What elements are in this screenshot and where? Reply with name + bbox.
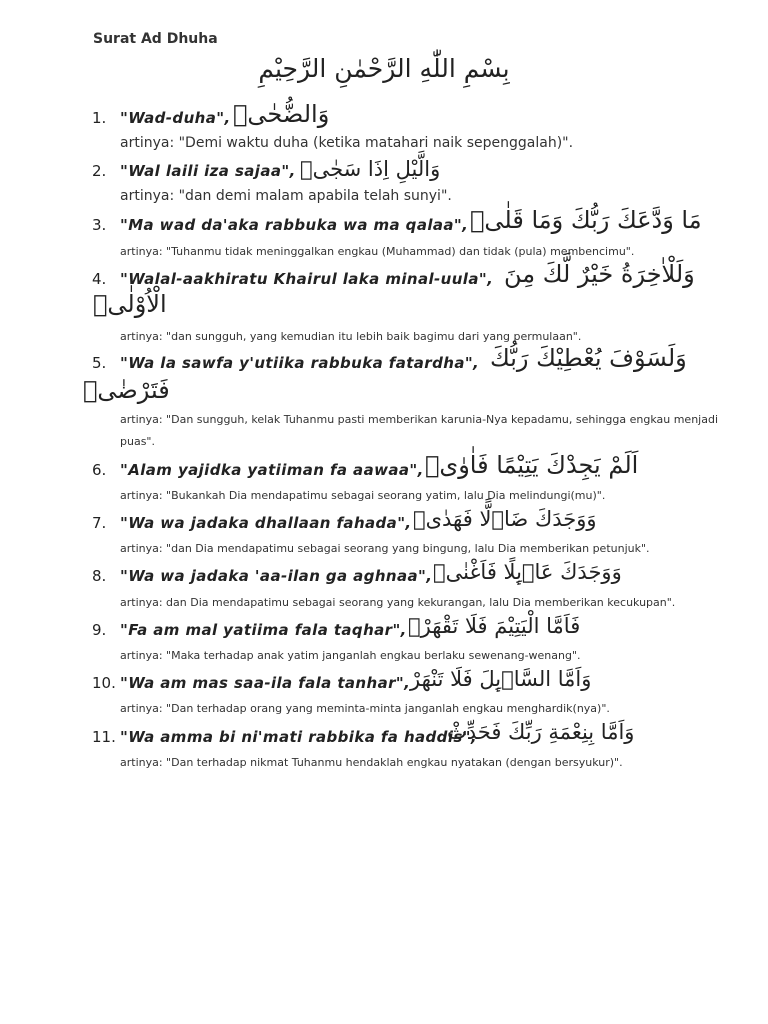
verse-latin: "Fa am mal yatiima fala taqhar", xyxy=(120,621,407,639)
verse-number: 3. xyxy=(92,216,107,234)
verse-number: 10. xyxy=(92,674,116,692)
page-title: Surat Ad Dhuha xyxy=(93,31,218,47)
verse-number: 8. xyxy=(92,567,107,585)
verse-arabic: وَالَّيْلِ اِذَا سَجٰىۙ xyxy=(300,157,441,181)
verse-arabic: وَوَجَدَكَ ضَاۤلًّا فَهَدٰىۖ xyxy=(413,507,597,531)
verse-translation: artinya: "Maka terhadap anak yatim janganlah engkau berlaku sewenang-wenang". xyxy=(120,649,581,662)
verse-number: 7. xyxy=(92,514,107,532)
verse-arabic: وَاَمَّا بِنِعْمَةِ رَبِّكَ فَحَدِّثْ xyxy=(447,720,635,744)
verse-latin: "Wa la sawfa y'utiika rabbuka fatardha", xyxy=(120,354,480,372)
verse-translation: artinya: "Tuhanmu tidak meninggalkan engkau (Muhammad) dan tidak (pula) membencimu". xyxy=(120,245,635,258)
verse-latin: "Wad-duha", xyxy=(120,109,231,127)
verse-latin: "Wa am mas saa-ila fala tanhar", xyxy=(120,674,411,692)
verse-arabic: وَالضُّحٰىۙ xyxy=(233,100,330,128)
verse-translation: artinya: "dan Dia mendapatimu sebagai seorang yang bingung, lalu Dia memberikan petunjuk". xyxy=(120,542,650,555)
verse-arabic: فَاَمَّا الْيَتِيْمَ فَلَا تَقْهَرْۗ xyxy=(408,614,581,638)
verse-arabic: وَوَجَدَكَ عَاۤىِٕلًا فَاَغْنٰىۗ xyxy=(433,560,622,584)
verse-latin: "Walal-aakhiratu Khairul laka minal-uula", xyxy=(120,270,494,288)
verse-number: 2. xyxy=(92,162,107,180)
verse-latin: "Wa wa jadaka dhallaan fahada", xyxy=(120,514,412,532)
verse-number: 4. xyxy=(92,270,107,288)
basmala-heading: بِسْمِ اللّٰهِ الرَّحْمٰنِ الرَّحِيْمِ xyxy=(258,54,510,83)
verse-arabic-continuation: الْاُوْلٰىۗ xyxy=(93,290,167,318)
verse-translation: artinya: "Demi waktu duha (ketika matahari naik sepenggalah)". xyxy=(120,135,574,151)
verse-arabic: وَلَسَوْفَ يُعْطِيْكَ رَبُّكَ xyxy=(490,344,687,372)
verse-number: 5. xyxy=(92,354,107,372)
verse-translation: artinya: "dan sungguh, yang kemudian itu lebih baik bagimu dari yang permulaan". xyxy=(120,330,582,343)
verse-translation: artinya: "Dan terhadap orang yang meminta-minta janganlah engkau menghardik(nya)". xyxy=(120,702,610,715)
verse-latin: "Wa wa jadaka 'aa-ilan ga aghnaa", xyxy=(120,567,433,585)
verse-latin: "Alam yajidka yatiiman fa aawaa", xyxy=(120,461,424,479)
verse-latin: "Ma wad da'aka rabbuka wa ma qalaa", xyxy=(120,216,469,234)
verse-arabic: اَلَمْ يَجِدْكَ يَتِيْمًا فَاٰوٰىۖ xyxy=(425,451,639,479)
verse-number: 9. xyxy=(92,621,107,639)
verse-latin: "Wal laili iza sajaa", xyxy=(120,162,296,180)
verse-translation: artinya: "Bukankah Dia mendapatimu sebagai seorang yatim, lalu Dia melindungi(mu)". xyxy=(120,489,606,502)
verse-translation: artinya: "Dan sungguh, kelak Tuhanmu pasti memberikan karunia-Nya kepadamu, sehingga engkau menjadi puas". xyxy=(120,413,718,448)
verse-latin: "Wa amma bi ni'mati rabbika fa haddis", xyxy=(120,728,477,746)
verse-arabic-continuation: فَتَرْضٰىۗ xyxy=(83,376,170,404)
verse-translation: artinya: "Dan terhadap nikmat Tuhanmu hendaklah engkau nyatakan (dengan bersyukur)". xyxy=(120,756,623,769)
verse-number: 1. xyxy=(92,109,107,127)
verse-translation: artinya: "dan demi malam apabila telah sunyi". xyxy=(120,188,452,204)
verse-arabic: وَاَمَّا السَّاۤىِٕلَ فَلَا تَنْهَرْ xyxy=(410,667,592,691)
verse-translation: artinya: dan Dia mendapatimu sebagai seorang yang kekurangan, lalu Dia memberikan kecukupan". xyxy=(120,596,676,609)
verse-arabic: وَلَلْاٰخِرَةُ خَيْرٌ لَّكَ مِنَ xyxy=(504,260,695,288)
verse-number: 6. xyxy=(92,461,107,479)
verse-arabic: مَا وَدَّعَكَ رَبُّكَ وَمَا قَلٰىۗ xyxy=(470,206,702,234)
verse-number: 11. xyxy=(92,728,116,746)
